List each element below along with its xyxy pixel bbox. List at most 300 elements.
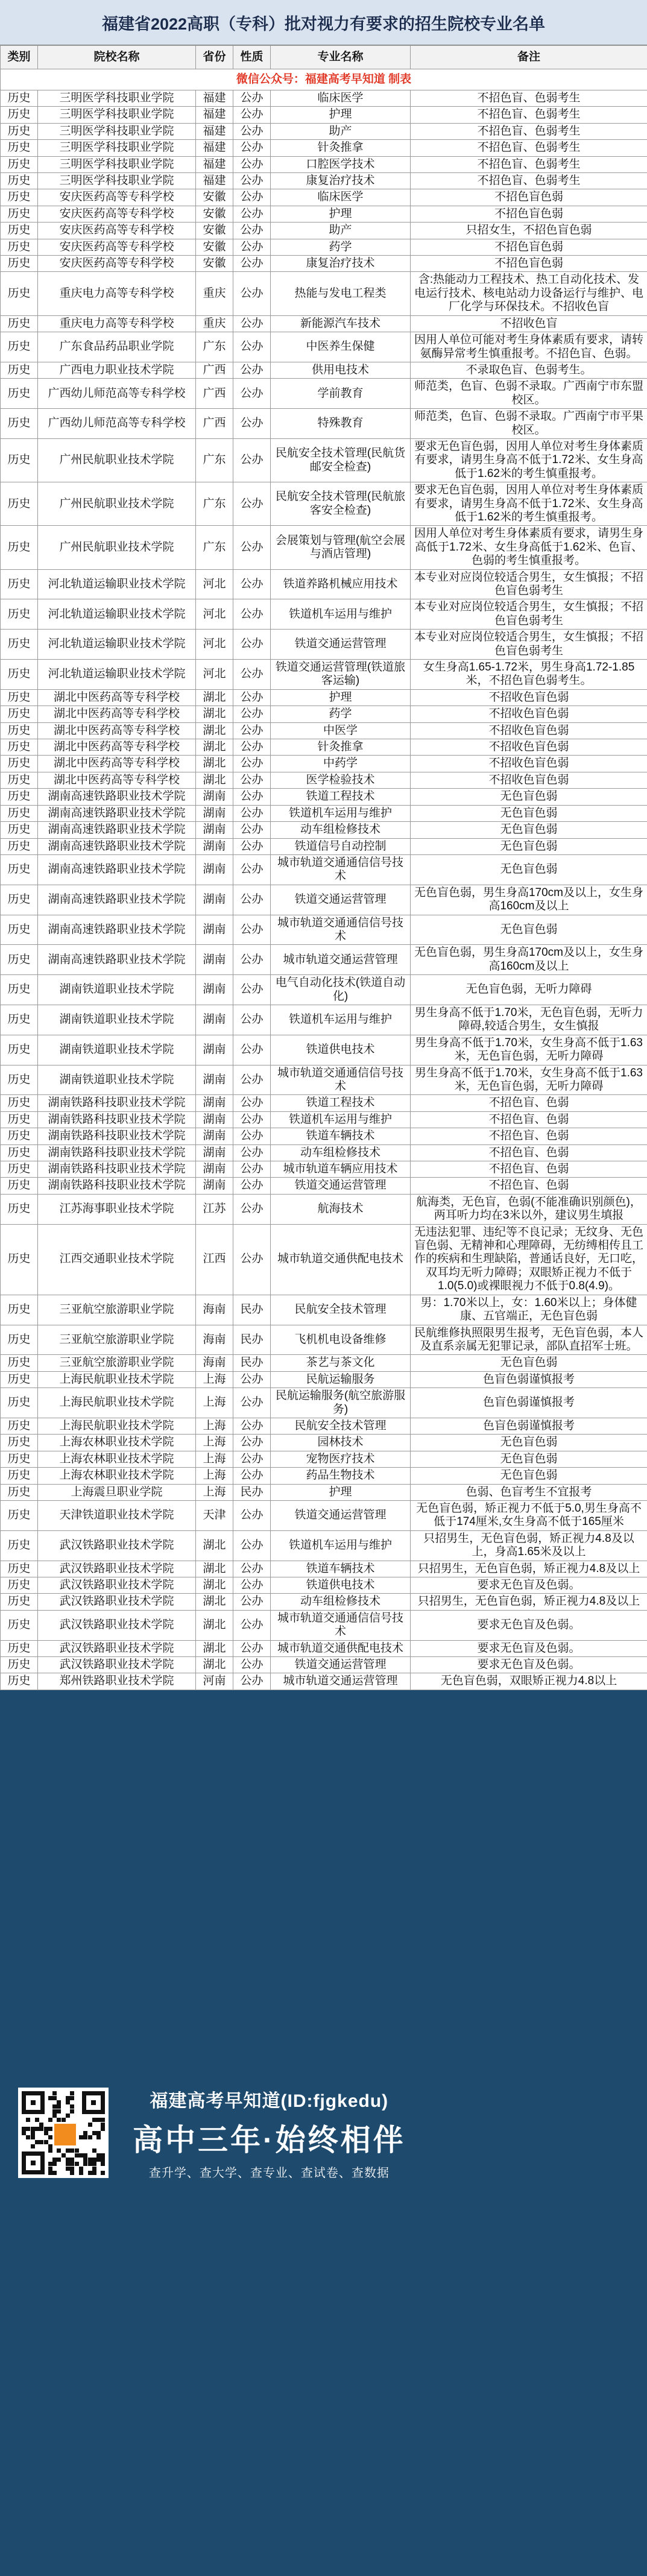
cell-school: 三明医学科技职业学院 bbox=[38, 156, 196, 172]
cell-major: 中药学 bbox=[271, 756, 411, 772]
cell-school: 湖南铁路科技职业技术学院 bbox=[38, 1095, 196, 1111]
cell-note: 只招男生，无色盲色弱，矫正视力4.8及以上 bbox=[411, 1594, 647, 1610]
cell-category: 历史 bbox=[1, 1224, 38, 1295]
cell-major: 中医养生保健 bbox=[271, 332, 411, 362]
cell-note: 不招色盲色弱 bbox=[411, 239, 647, 255]
cell-school: 重庆电力高等专科学校 bbox=[38, 272, 196, 315]
table-row bbox=[1, 1418, 647, 1434]
cell-nature: 公办 bbox=[233, 885, 271, 915]
cell-province: 上海 bbox=[196, 1451, 233, 1467]
cell-school: 重庆电力高等专科学校 bbox=[38, 315, 196, 332]
header-prov: 省份 bbox=[196, 46, 233, 69]
table-row bbox=[1, 1451, 647, 1467]
table-row bbox=[1, 1673, 647, 1690]
cell-major: 热能与发电工程类 bbox=[271, 272, 411, 315]
cell-school: 湖南铁道职业技术学院 bbox=[38, 1035, 196, 1065]
cell-nature: 公办 bbox=[233, 569, 271, 599]
cell-major: 城市轨道交通运营管理 bbox=[271, 1673, 411, 1690]
footer-banner bbox=[0, 1690, 647, 2576]
cell-note: 要求无色盲色弱，因用人单位对考生身体素质有要求，请男生身高不低于1.72米、女生身高低于1.62米的考生慎重报考。 bbox=[411, 438, 647, 482]
qr-code-icon bbox=[18, 2088, 109, 2178]
cell-major: 助产 bbox=[271, 223, 411, 239]
cell-major: 护理 bbox=[271, 689, 411, 706]
footer-services: 查升学、查大学、查专业、查试卷、查数据 bbox=[148, 2166, 390, 2180]
cell-category: 历史 bbox=[1, 822, 38, 838]
cell-province: 湖南 bbox=[196, 1161, 233, 1178]
cell-province: 安徽 bbox=[196, 256, 233, 272]
table-row bbox=[1, 1640, 647, 1656]
cell-major: 城市轨道交通通信信号技术 bbox=[271, 854, 411, 885]
cell-province: 福建 bbox=[196, 156, 233, 172]
table-row bbox=[1, 526, 647, 569]
cell-category: 历史 bbox=[1, 1178, 38, 1194]
cell-province: 江西 bbox=[196, 1224, 233, 1295]
cell-note: 不招收色盲色弱 bbox=[411, 689, 647, 706]
table-row bbox=[1, 140, 647, 156]
cell-major: 铁道交通运营管理(铁道旅客运输) bbox=[271, 660, 411, 690]
page-title: 福建省2022高职（专科）批对视力有要求的招生院校专业名单 bbox=[0, 0, 647, 45]
cell-nature: 公办 bbox=[233, 838, 271, 854]
cell-school: 武汉铁路职业技术学院 bbox=[38, 1594, 196, 1610]
cell-province: 安徽 bbox=[196, 239, 233, 255]
cell-note: 无色盲色弱 bbox=[411, 805, 647, 821]
cell-province: 重庆 bbox=[196, 315, 233, 332]
cell-major: 供用电技术 bbox=[271, 362, 411, 378]
cell-major: 铁道机车运用与维护 bbox=[271, 1530, 411, 1561]
cell-school: 上海农林职业技术学院 bbox=[38, 1451, 196, 1467]
cell-category: 历史 bbox=[1, 482, 38, 526]
cell-note: 不招色盲、色弱考生 bbox=[411, 107, 647, 123]
cell-school: 广西电力职业技术学院 bbox=[38, 362, 196, 378]
cell-note: 男生身高不低于1.70米，无色盲色弱，无听力障碍,较适合男生，女生慎报 bbox=[411, 1005, 647, 1035]
cell-school: 上海震旦职业学院 bbox=[38, 1484, 196, 1500]
cell-note: 无色盲色弱 bbox=[411, 915, 647, 945]
cell-note: 不招色盲、色弱考生 bbox=[411, 90, 647, 107]
cell-major: 铁道供电技术 bbox=[271, 1035, 411, 1065]
cell-province: 重庆 bbox=[196, 272, 233, 315]
table-row bbox=[1, 1371, 647, 1387]
table-row bbox=[1, 1388, 647, 1418]
cell-school: 上海农林职业技术学院 bbox=[38, 1435, 196, 1451]
cell-note: 本专业对应岗位较适合男生，女生慎报；不招色盲色弱考生 bbox=[411, 569, 647, 599]
cell-major: 新能源汽车技术 bbox=[271, 315, 411, 332]
cell-category: 历史 bbox=[1, 1484, 38, 1500]
cell-province: 河北 bbox=[196, 630, 233, 660]
cell-province: 湖北 bbox=[196, 1657, 233, 1673]
cell-note: 无违法犯罪、违纪等不良记录；无纹身、无色盲色弱、无精神和心理障碍，无纺缚相传且工作的疾病和生理缺陷，普通话良好，无口吃，双耳均无听力障碍；双眼矫正视力不低于1.0(5.0)或裸眼视力不低于0.8(4.9)。 bbox=[411, 1224, 647, 1295]
cell-note: 无色盲色弱，男生身高170cm及以上，女生身高160cm及以上 bbox=[411, 885, 647, 915]
cell-category: 历史 bbox=[1, 1673, 38, 1690]
cell-province: 湖北 bbox=[196, 756, 233, 772]
cell-major: 宠物医疗技术 bbox=[271, 1451, 411, 1467]
cell-school: 三明医学科技职业学院 bbox=[38, 140, 196, 156]
cell-nature: 公办 bbox=[233, 1435, 271, 1451]
cell-school: 三明医学科技职业学院 bbox=[38, 173, 196, 189]
cell-note: 不招色盲、色弱 bbox=[411, 1095, 647, 1111]
table-row bbox=[1, 1657, 647, 1673]
table-header-row bbox=[1, 46, 647, 69]
cell-category: 历史 bbox=[1, 315, 38, 332]
cell-province: 广西 bbox=[196, 362, 233, 378]
cell-nature: 公办 bbox=[233, 1673, 271, 1690]
cell-major: 城市轨道交通供配电技术 bbox=[271, 1640, 411, 1656]
cell-note: 只招男生，无色盲色弱，矫正视力4.8及以上，身高1.65米及以上 bbox=[411, 1530, 647, 1561]
cell-school: 河北轨道运输职业技术学院 bbox=[38, 599, 196, 630]
cell-school: 湖南铁道职业技术学院 bbox=[38, 975, 196, 1005]
cell-major: 航海技术 bbox=[271, 1194, 411, 1224]
cell-nature: 公办 bbox=[233, 379, 271, 409]
cell-category: 历史 bbox=[1, 1561, 38, 1577]
cell-nature: 公办 bbox=[233, 156, 271, 172]
table-row bbox=[1, 854, 647, 885]
table-row bbox=[1, 409, 647, 439]
cell-school: 湖北中医药高等专科学校 bbox=[38, 689, 196, 706]
cell-nature: 公办 bbox=[233, 789, 271, 805]
cell-category: 历史 bbox=[1, 1161, 38, 1178]
cell-major: 铁道机车运用与维护 bbox=[271, 805, 411, 821]
cell-school: 武汉铁路职业技术学院 bbox=[38, 1577, 196, 1594]
cell-province: 湖北 bbox=[196, 689, 233, 706]
table-row bbox=[1, 689, 647, 706]
cell-major: 针灸推拿 bbox=[271, 140, 411, 156]
table-row bbox=[1, 885, 647, 915]
cell-nature: 公办 bbox=[233, 1111, 271, 1128]
cell-nature: 公办 bbox=[233, 438, 271, 482]
cell-province: 湖南 bbox=[196, 1128, 233, 1144]
cell-province: 湖南 bbox=[196, 1065, 233, 1095]
cell-nature: 公办 bbox=[233, 362, 271, 378]
cell-school: 湖南高速铁路职业技术学院 bbox=[38, 945, 196, 975]
cell-nature: 公办 bbox=[233, 206, 271, 222]
cell-nature: 公办 bbox=[233, 805, 271, 821]
cell-province: 广东 bbox=[196, 332, 233, 362]
cell-major: 铁道工程技术 bbox=[271, 789, 411, 805]
cell-nature: 公办 bbox=[233, 772, 271, 788]
cell-note: 师范类，色盲、色弱不录取。广西南宁市平果校区。 bbox=[411, 409, 647, 439]
cell-school: 安庆医药高等专科学校 bbox=[38, 239, 196, 255]
cell-major: 铁道供电技术 bbox=[271, 1577, 411, 1594]
table-row bbox=[1, 1577, 647, 1594]
cell-major: 动车组检修技术 bbox=[271, 1594, 411, 1610]
cell-nature: 公办 bbox=[233, 409, 271, 439]
cell-school: 安庆医药高等专科学校 bbox=[38, 256, 196, 272]
cell-category: 历史 bbox=[1, 689, 38, 706]
cell-category: 历史 bbox=[1, 123, 38, 139]
cell-note: 师范类，色盲、色弱不录取。广西南宁市东盟校区。 bbox=[411, 379, 647, 409]
cell-nature: 公办 bbox=[233, 1065, 271, 1095]
cell-nature: 公办 bbox=[233, 630, 271, 660]
cell-school: 湖北中医药高等专科学校 bbox=[38, 756, 196, 772]
cell-province: 湖南 bbox=[196, 915, 233, 945]
cell-province: 上海 bbox=[196, 1388, 233, 1418]
cell-major: 民航安全技术管理 bbox=[271, 1418, 411, 1434]
cell-major: 民航安全技术管理(民航货邮安全检查) bbox=[271, 438, 411, 482]
cell-category: 历史 bbox=[1, 1435, 38, 1451]
cell-nature: 公办 bbox=[233, 915, 271, 945]
cell-province: 湖南 bbox=[196, 1144, 233, 1161]
cell-note: 色盲色弱谨慎报考 bbox=[411, 1388, 647, 1418]
cell-category: 历史 bbox=[1, 206, 38, 222]
cell-major: 护理 bbox=[271, 206, 411, 222]
table-row bbox=[1, 272, 647, 315]
cell-major: 电气自动化技术(铁道自动化) bbox=[271, 975, 411, 1005]
cell-major: 助产 bbox=[271, 123, 411, 139]
cell-school: 湖南铁路科技职业技术学院 bbox=[38, 1111, 196, 1128]
cell-nature: 公办 bbox=[233, 107, 271, 123]
cell-note: 无色盲色弱，矫正视力不低于5.0,男生身高不低于174厘米,女生身高不低于165厘米 bbox=[411, 1500, 647, 1530]
table-row bbox=[1, 975, 647, 1005]
cell-category: 历史 bbox=[1, 660, 38, 690]
table-row bbox=[1, 1224, 647, 1295]
cell-nature: 公办 bbox=[233, 1035, 271, 1065]
cell-school: 三亚航空旅游职业学院 bbox=[38, 1295, 196, 1325]
cell-category: 历史 bbox=[1, 362, 38, 378]
cell-province: 安徽 bbox=[196, 206, 233, 222]
cell-province: 湖北 bbox=[196, 1640, 233, 1656]
cell-school: 湖南铁路科技职业技术学院 bbox=[38, 1144, 196, 1161]
cell-category: 历史 bbox=[1, 156, 38, 172]
cell-school: 广西幼儿师范高等专科学校 bbox=[38, 409, 196, 439]
cell-note: 无色盲色弱 bbox=[411, 789, 647, 805]
cell-category: 历史 bbox=[1, 1418, 38, 1434]
cell-nature: 公办 bbox=[233, 315, 271, 332]
cell-school: 广州民航职业技术学院 bbox=[38, 438, 196, 482]
cell-nature: 公办 bbox=[233, 660, 271, 690]
cell-province: 海南 bbox=[196, 1325, 233, 1355]
cell-category: 历史 bbox=[1, 223, 38, 239]
cell-province: 上海 bbox=[196, 1435, 233, 1451]
cell-note: 不招收色盲色弱 bbox=[411, 739, 647, 756]
cell-major: 学前教育 bbox=[271, 379, 411, 409]
cell-note: 不招色盲、色弱 bbox=[411, 1144, 647, 1161]
cell-nature: 公办 bbox=[233, 1577, 271, 1594]
cell-major: 园林技术 bbox=[271, 1435, 411, 1451]
table-row bbox=[1, 1530, 647, 1561]
cell-category: 历史 bbox=[1, 1468, 38, 1484]
cell-school: 安庆医药高等专科学校 bbox=[38, 223, 196, 239]
header-nat: 性质 bbox=[233, 46, 271, 69]
cell-province: 湖北 bbox=[196, 1561, 233, 1577]
cell-school: 上海民航职业技术学院 bbox=[38, 1388, 196, 1418]
cell-school: 上海农林职业技术学院 bbox=[38, 1468, 196, 1484]
table-row bbox=[1, 173, 647, 189]
cell-major: 铁道交通运营管理 bbox=[271, 1500, 411, 1530]
cell-category: 历史 bbox=[1, 630, 38, 660]
table-row bbox=[1, 1355, 647, 1371]
cell-province: 湖南 bbox=[196, 805, 233, 821]
cell-province: 湖南 bbox=[196, 1178, 233, 1194]
table-row bbox=[1, 569, 647, 599]
cell-school: 湖南铁道职业技术学院 bbox=[38, 1005, 196, 1035]
table-row bbox=[1, 438, 647, 482]
cell-major: 医学检验技术 bbox=[271, 772, 411, 788]
cell-province: 福建 bbox=[196, 107, 233, 123]
cell-note: 无色盲色弱，双眼矫正视力4.8以上 bbox=[411, 1673, 647, 1690]
cell-major: 动车组检修技术 bbox=[271, 1144, 411, 1161]
cell-category: 历史 bbox=[1, 1451, 38, 1467]
cell-nature: 公办 bbox=[233, 1657, 271, 1673]
cell-note: 不招收色盲色弱 bbox=[411, 722, 647, 739]
cell-nature: 公办 bbox=[233, 173, 271, 189]
table-row bbox=[1, 945, 647, 975]
credit-row bbox=[1, 69, 647, 90]
cell-note: 无色盲色弱 bbox=[411, 822, 647, 838]
cell-school: 上海民航职业技术学院 bbox=[38, 1418, 196, 1434]
cell-school: 武汉铁路职业技术学院 bbox=[38, 1610, 196, 1640]
cell-major: 铁道信号自动控制 bbox=[271, 838, 411, 854]
cell-note: 含:热能动力工程技术、热工自动化技术、发电运行技术、核电站动力设备运行与维护、电厂化学与环保技术。不招收色盲 bbox=[411, 272, 647, 315]
table-row bbox=[1, 1095, 647, 1111]
cell-school: 天津铁道职业技术学院 bbox=[38, 1500, 196, 1530]
cell-note: 无色盲色弱，男生身高170cm及以上，女生身高160cm及以上 bbox=[411, 945, 647, 975]
cell-school: 江西交通职业技术学院 bbox=[38, 1224, 196, 1295]
cell-category: 历史 bbox=[1, 885, 38, 915]
cell-school: 武汉铁路职业技术学院 bbox=[38, 1561, 196, 1577]
table-row bbox=[1, 660, 647, 690]
cell-province: 湖北 bbox=[196, 1577, 233, 1594]
cell-province: 湖南 bbox=[196, 1111, 233, 1128]
cell-category: 历史 bbox=[1, 599, 38, 630]
cell-nature: 公办 bbox=[233, 90, 271, 107]
cell-major: 民航运输服务 bbox=[271, 1371, 411, 1387]
table-row bbox=[1, 1325, 647, 1355]
cell-province: 湖南 bbox=[196, 789, 233, 805]
cell-nature: 公办 bbox=[233, 1451, 271, 1467]
table-row bbox=[1, 1005, 647, 1035]
cell-province: 天津 bbox=[196, 1500, 233, 1530]
cell-major: 民航安全技术管理 bbox=[271, 1295, 411, 1325]
cell-major: 茶艺与茶文化 bbox=[271, 1355, 411, 1371]
table-row bbox=[1, 630, 647, 660]
cell-province: 安徽 bbox=[196, 223, 233, 239]
cell-category: 历史 bbox=[1, 1325, 38, 1355]
cell-province: 湖北 bbox=[196, 739, 233, 756]
cell-school: 河北轨道运输职业技术学院 bbox=[38, 569, 196, 599]
cell-note: 不招收色盲色弱 bbox=[411, 706, 647, 722]
cell-major: 铁道车辆技术 bbox=[271, 1128, 411, 1144]
cell-school: 湖南高速铁路职业技术学院 bbox=[38, 822, 196, 838]
header-note: 备注 bbox=[411, 46, 647, 69]
cell-category: 历史 bbox=[1, 756, 38, 772]
cell-nature: 公办 bbox=[233, 526, 271, 569]
cell-nature: 公办 bbox=[233, 975, 271, 1005]
school-table bbox=[0, 45, 647, 1690]
cell-nature: 公办 bbox=[233, 706, 271, 722]
table-row bbox=[1, 789, 647, 805]
cell-category: 历史 bbox=[1, 107, 38, 123]
cell-category: 历史 bbox=[1, 1194, 38, 1224]
cell-category: 历史 bbox=[1, 854, 38, 885]
cell-nature: 公办 bbox=[233, 854, 271, 885]
cell-nature: 公办 bbox=[233, 1610, 271, 1640]
cell-nature: 公办 bbox=[233, 1161, 271, 1178]
cell-nature: 公办 bbox=[233, 1144, 271, 1161]
cell-major: 临床医学 bbox=[271, 90, 411, 107]
cell-major: 飞机机电设备维修 bbox=[271, 1325, 411, 1355]
cell-province: 上海 bbox=[196, 1371, 233, 1387]
cell-note: 无色盲色弱 bbox=[411, 1451, 647, 1467]
cell-nature: 公办 bbox=[233, 272, 271, 315]
cell-school: 河北轨道运输职业技术学院 bbox=[38, 660, 196, 690]
cell-category: 历史 bbox=[1, 1577, 38, 1594]
table-row bbox=[1, 362, 647, 378]
cell-province: 上海 bbox=[196, 1468, 233, 1484]
cell-nature: 公办 bbox=[233, 1468, 271, 1484]
cell-school: 湖南高速铁路职业技术学院 bbox=[38, 854, 196, 885]
header-cat: 类别 bbox=[1, 46, 38, 69]
cell-school: 湖南高速铁路职业技术学院 bbox=[38, 915, 196, 945]
table-row bbox=[1, 1295, 647, 1325]
cell-province: 湖南 bbox=[196, 885, 233, 915]
table-row bbox=[1, 915, 647, 945]
cell-major: 药学 bbox=[271, 706, 411, 722]
cell-major: 城市轨道交通供配电技术 bbox=[271, 1224, 411, 1295]
table-row bbox=[1, 822, 647, 838]
cell-note: 只招女生，不招色盲色弱 bbox=[411, 223, 647, 239]
cell-major: 铁道机车运用与维护 bbox=[271, 599, 411, 630]
table-row bbox=[1, 1161, 647, 1178]
cell-note: 本专业对应岗位较适合男生，女生慎报；不招色盲色弱考生 bbox=[411, 599, 647, 630]
cell-major: 城市轨道交通通信信号技术 bbox=[271, 1065, 411, 1095]
table-row bbox=[1, 756, 647, 772]
cell-note: 不招色盲、色弱 bbox=[411, 1178, 647, 1194]
cell-note: 航海类，无色盲，色弱(不能准确识别颜色)，两耳听力均在3米以外，建议男生填报 bbox=[411, 1194, 647, 1224]
cell-category: 历史 bbox=[1, 332, 38, 362]
cell-school: 湖南铁路科技职业技术学院 bbox=[38, 1161, 196, 1178]
table-row bbox=[1, 1144, 647, 1161]
cell-category: 历史 bbox=[1, 838, 38, 854]
table-row bbox=[1, 156, 647, 172]
cell-category: 历史 bbox=[1, 409, 38, 439]
table-row bbox=[1, 1065, 647, 1095]
cell-major: 铁道交通运营管理 bbox=[271, 1178, 411, 1194]
cell-province: 湖南 bbox=[196, 1005, 233, 1035]
cell-school: 三亚航空旅游职业学院 bbox=[38, 1325, 196, 1355]
cell-major: 针灸推拿 bbox=[271, 739, 411, 756]
cell-note: 不招色盲、色弱 bbox=[411, 1161, 647, 1178]
cell-school: 上海民航职业技术学院 bbox=[38, 1371, 196, 1387]
cell-province: 江苏 bbox=[196, 1194, 233, 1224]
cell-note: 不招色盲、色弱考生 bbox=[411, 140, 647, 156]
cell-nature: 公办 bbox=[233, 739, 271, 756]
cell-major: 护理 bbox=[271, 1484, 411, 1500]
table-row bbox=[1, 739, 647, 756]
cell-note: 女生身高1.65-1.72米，男生身高1.72-1.85米，不招色盲色弱考生。 bbox=[411, 660, 647, 690]
cell-nature: 公办 bbox=[233, 1640, 271, 1656]
cell-category: 历史 bbox=[1, 1035, 38, 1065]
cell-nature: 公办 bbox=[233, 1594, 271, 1610]
cell-category: 历史 bbox=[1, 239, 38, 255]
cell-category: 历史 bbox=[1, 1111, 38, 1128]
cell-province: 湖南 bbox=[196, 1035, 233, 1065]
table-row bbox=[1, 206, 647, 222]
cell-school: 安庆医药高等专科学校 bbox=[38, 189, 196, 206]
cell-nature: 公办 bbox=[233, 945, 271, 975]
cell-major: 铁道交通运营管理 bbox=[271, 885, 411, 915]
table-row bbox=[1, 1610, 647, 1640]
cell-note: 不录取色盲、色弱考生。 bbox=[411, 362, 647, 378]
cell-nature: 公办 bbox=[233, 1128, 271, 1144]
table-row bbox=[1, 1594, 647, 1610]
cell-nature: 公办 bbox=[233, 722, 271, 739]
credit-text: 微信公众号：福建高考早知道 制表 bbox=[1, 69, 647, 90]
cell-nature: 公办 bbox=[233, 1194, 271, 1224]
cell-note: 要求无色盲及色弱。 bbox=[411, 1640, 647, 1656]
cell-province: 福建 bbox=[196, 123, 233, 139]
cell-category: 历史 bbox=[1, 189, 38, 206]
cell-category: 历史 bbox=[1, 1095, 38, 1111]
cell-nature: 民办 bbox=[233, 1355, 271, 1371]
